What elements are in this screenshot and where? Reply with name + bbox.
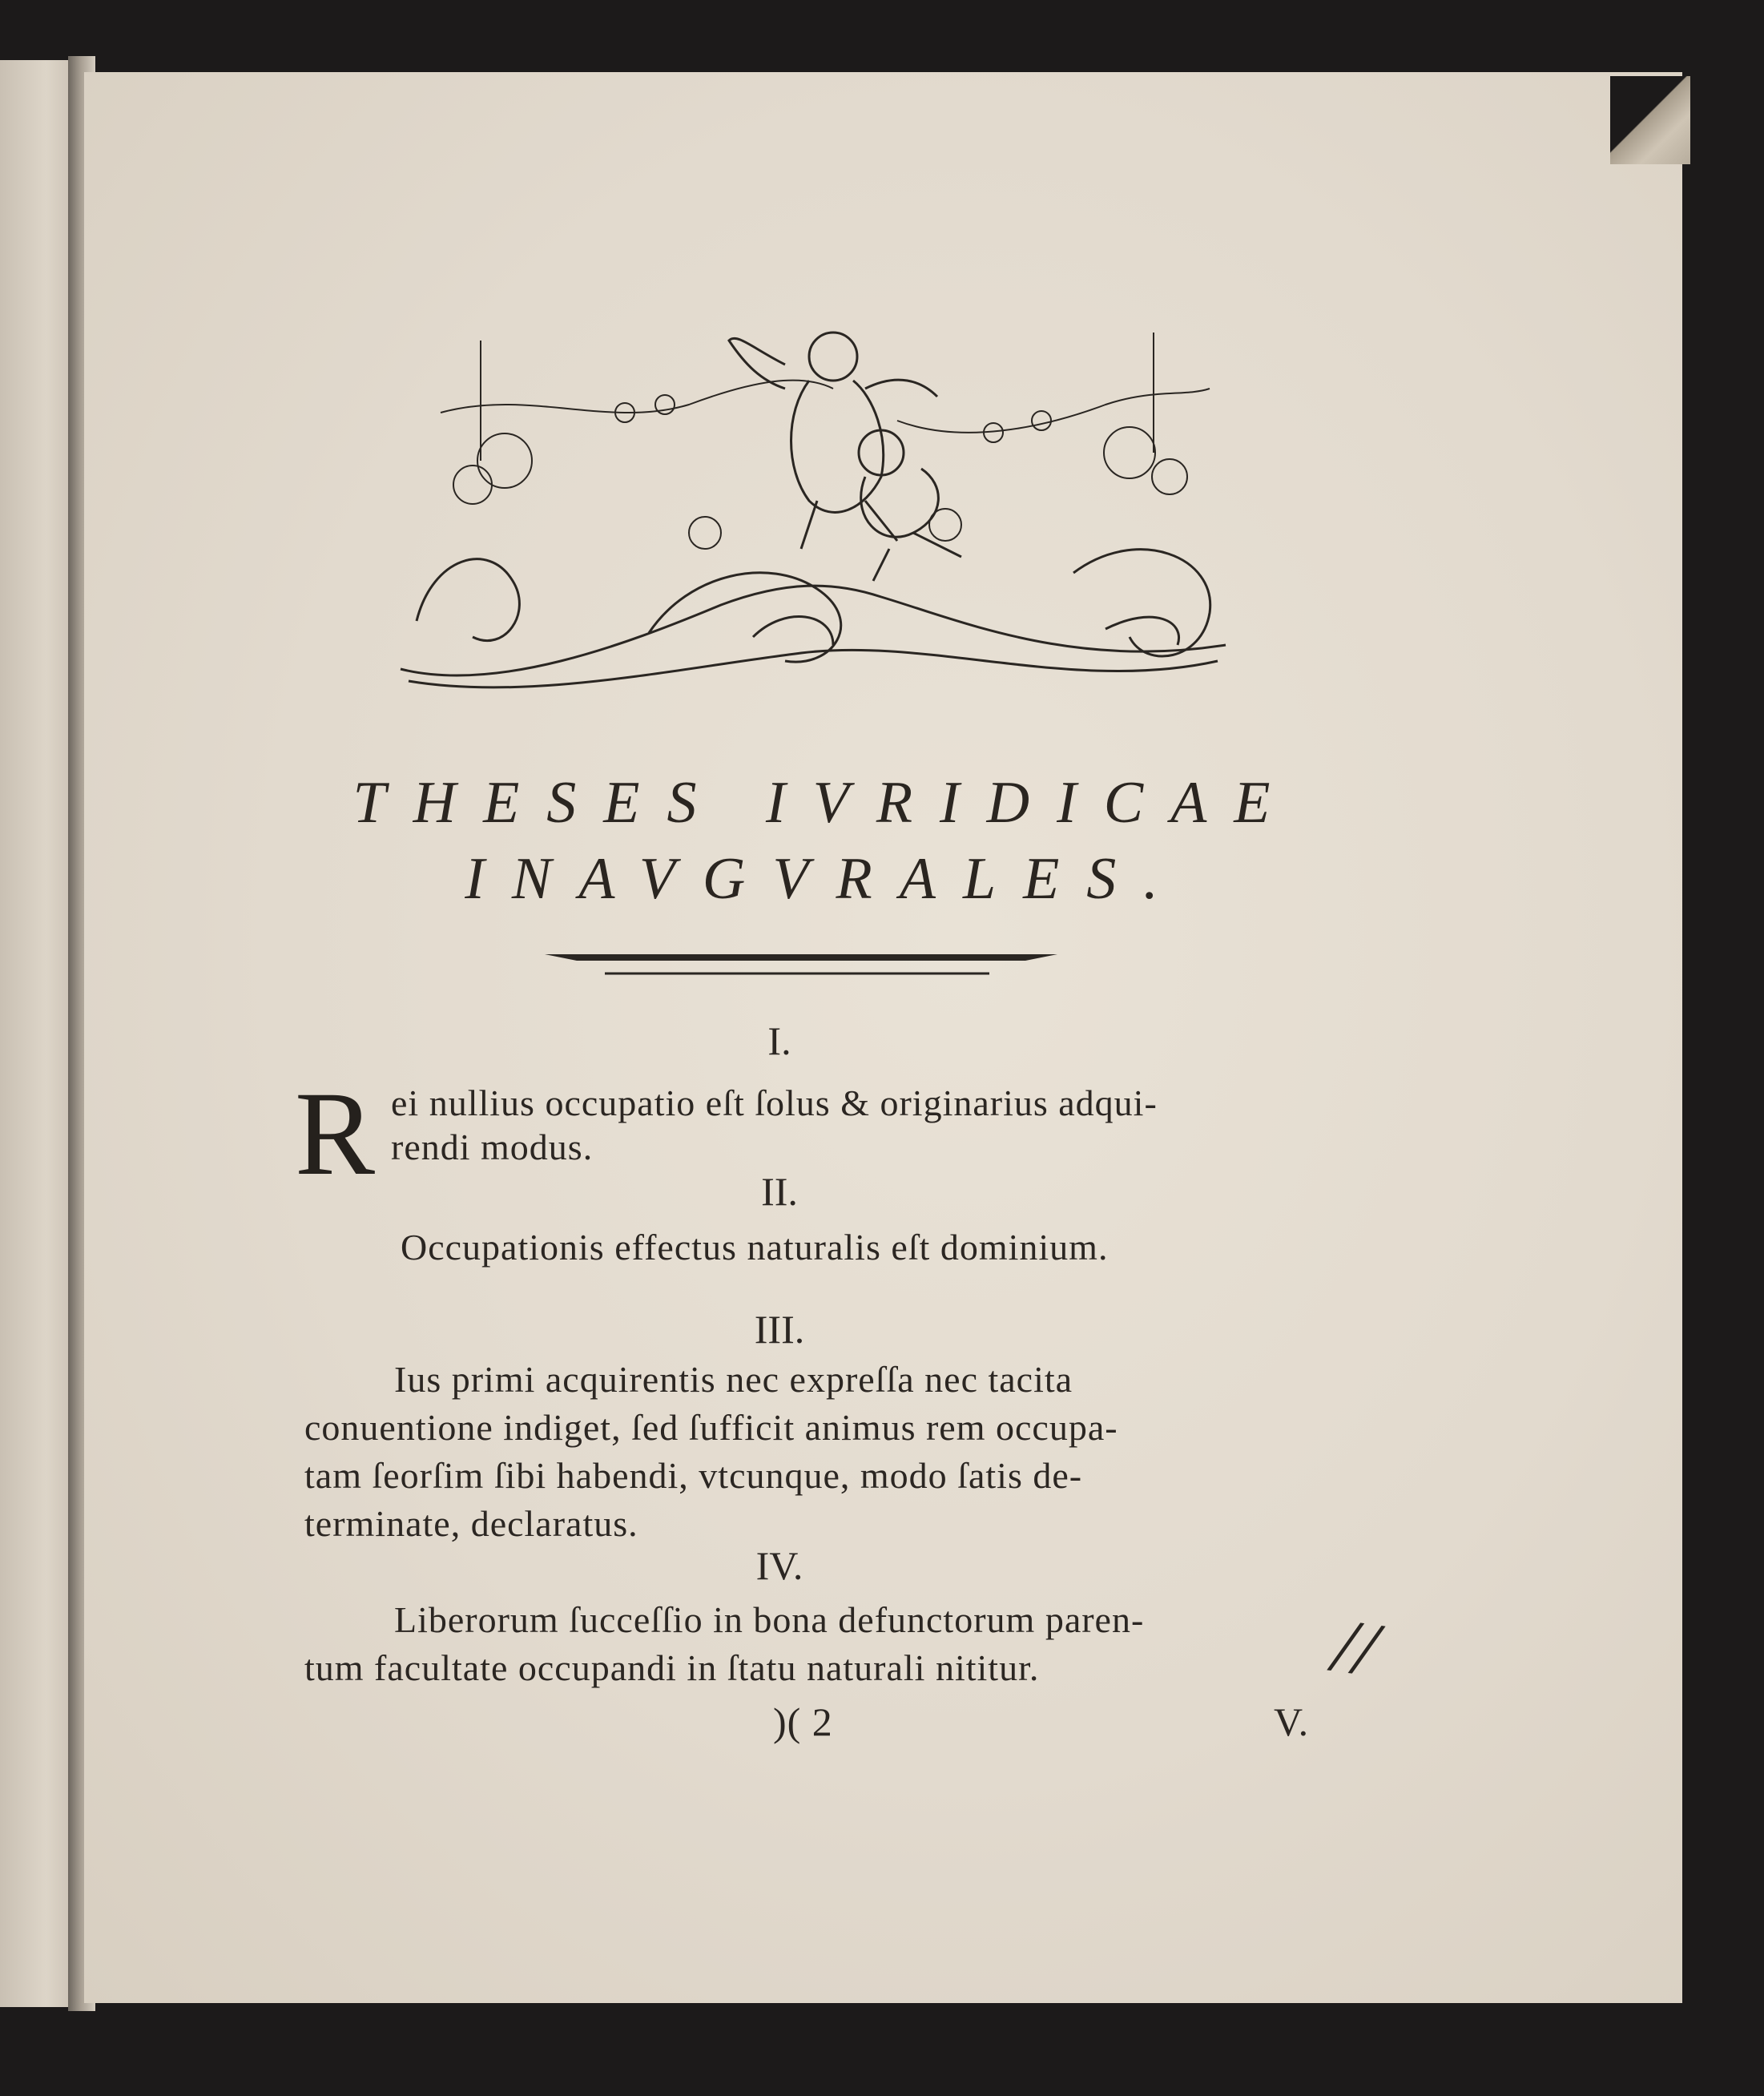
thesis-2-line-1: Occupationis effectus naturalis eſt dominium. xyxy=(401,1227,1109,1268)
thesis-1-dropcap: R xyxy=(295,1067,376,1200)
thesis-3-line-3: tam ſeorſim ſibi habendi, vtcunque, modo ſatis de- xyxy=(304,1455,1083,1496)
page-corner-fold xyxy=(1610,76,1690,164)
cherub-headpiece-ornament xyxy=(385,316,1242,693)
title-line-2: INAVGVRALES. xyxy=(465,846,1186,912)
title-line-1: THESES IVRIDICAE xyxy=(352,770,1298,836)
thesis-1-line-1: ei nullius occupatio eſt ſolus & originarius adqui- xyxy=(391,1082,1158,1123)
thesis-3-line-2: conuentione indiget, ſed ſufficit animus rem occupa- xyxy=(304,1407,1118,1448)
decorative-double-rule xyxy=(545,949,1057,981)
thesis-4-line-2: tum facultate occupandi in ſtatu naturali nititur. xyxy=(304,1647,1040,1688)
thesis-3-line-4: terminate, declaratus. xyxy=(304,1503,638,1544)
thesis-2-numeral: II. xyxy=(761,1169,798,1214)
catchword: V. xyxy=(1274,1699,1310,1744)
thesis-3-numeral: III. xyxy=(754,1307,805,1352)
thesis-3-line-1: Ius primi acquirentis nec expreſſa nec tacita xyxy=(394,1359,1073,1400)
thesis-1-line-2: rendi modus. xyxy=(391,1127,594,1167)
handwritten-margin-mark: // xyxy=(1327,1601,1383,1693)
thesis-4-numeral: IV. xyxy=(755,1543,803,1588)
signature-mark: )( 2 xyxy=(773,1699,833,1744)
thesis-1-numeral: I. xyxy=(767,1018,791,1063)
thesis-4-line-1: Liberorum ſucceſſio in bona defunctorum paren- xyxy=(394,1599,1145,1640)
